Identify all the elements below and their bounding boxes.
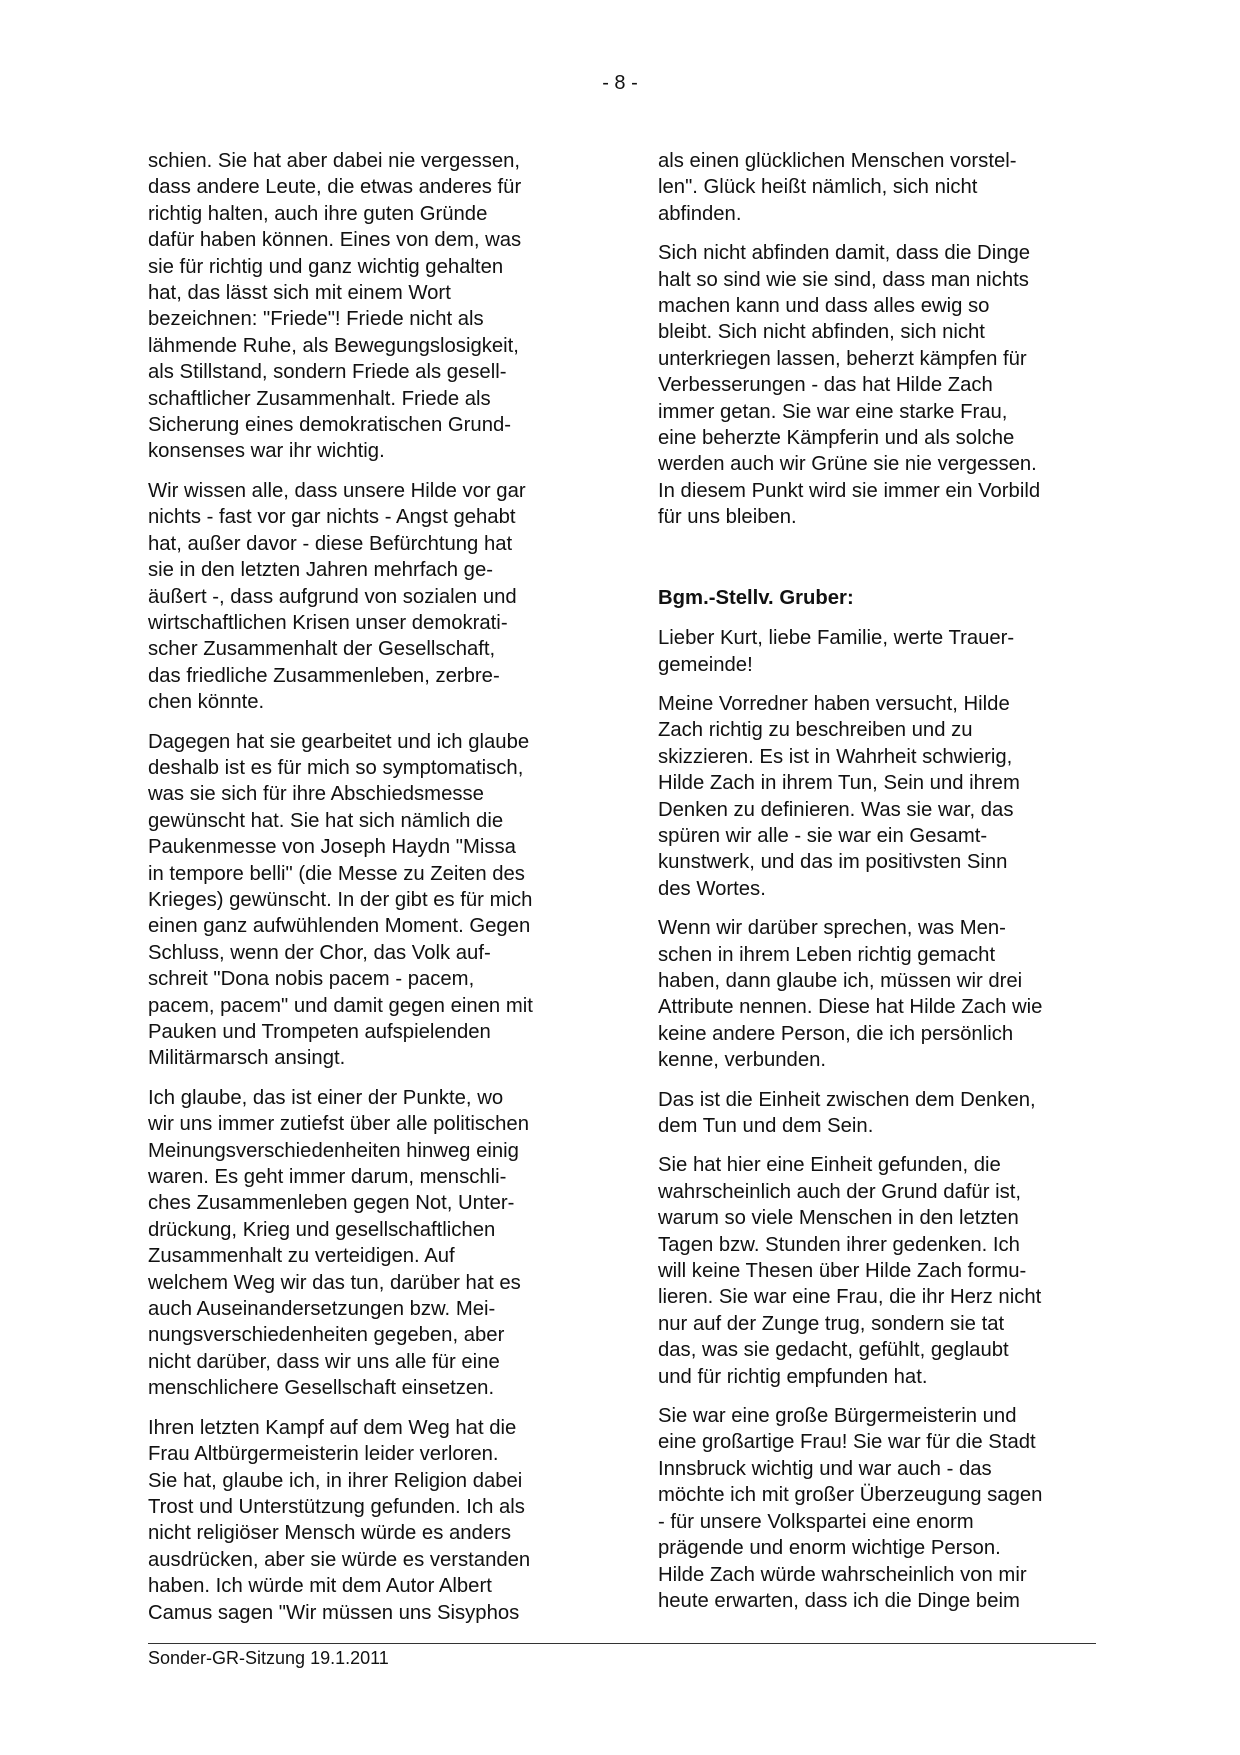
paragraph: Ich glaube, das ist einer der Punkte, wo wir uns immer zutiefst über alle politischen Meinungsverschiedenheiten hinweg einig waren. Es geht immer darum, menschli- ches Zusammenleben gegen Not, Unter- drückung, Krieg und gesellschaftlichen Zusammenhalt zu verteidigen. Auf welchem Weg wir das tun, darüber hat es auch Auseinandersetzungen bzw. Mei- nungsverschiedenheiten gegeben, aber nicht darüber, dass wir uns alle für eine menschlichere Gesellschaft einsetzen. [148, 1086, 529, 1400]
paragraph: Meine Vorredner haben versucht, Hilde Zach richtig zu beschreiben und zu skizzieren. Es ist in Wahrheit schwierig, Hilde Zach in ihrem Tun, Sein und ihrem Denken zu definieren. Was sie war, das spüren wir alle - sie war ein Gesamt- kunstwerk, und das im positivsten Sinn des Wortes. [658, 692, 1020, 900]
right-column [658, 148, 1113, 1627]
footer-divider [148, 1643, 1096, 1644]
page-number: - 8 - [602, 72, 638, 94]
left-column [148, 148, 603, 1639]
paragraph: als einen glücklichen Menschen vorstel- len". Glück heißt nämlich, sich nicht abfinden. [658, 150, 1017, 225]
paragraph: Sie hat hier eine Einheit gefunden, die wahrscheinlich auch der Grund dafür ist, warum so viele Menschen in den letzten Tagen bzw. Stunden ihrer gedenken. Ich will keine Thesen über Hilde Zach formu- lieren. Sie war eine Frau, die ihr Herz nicht nur auf der Zunge trug, sondern sie tat das, was sie gedacht, gefühlt, geglaubt und für richtig empfunden hat. [658, 1154, 1042, 1388]
paragraph: Ihren letzten Kampf auf dem Weg hat die Frau Altbürgermeisterin leider verloren. Sie hat, glaube ich, in ihrer Religion dabei Trost und Unterstützung gefunden. Ich als nicht religiöser Mensch würde es anders ausdrücken, aber sie würde es verstanden haben. Ich würde mit dem Autor Albert Camus sagen "Wir müssen uns Sisyphos [148, 1416, 531, 1624]
paragraph: Wenn wir darüber sprechen, was Men- schen in ihrem Leben richtig gemacht haben, dann glaube ich, müssen wir drei Attribute nennen. Diese hat Hilde Zach wie keine andere Person, die ich persönlich kenne, verbunden. [658, 917, 1043, 1072]
paragraph: Sich nicht abfinden damit, dass die Dinge halt so sind wie sie sind, dass man nichts machen kann und dass alles ewig so bleibt. Sich nicht abfinden, sich nicht unterkriegen lassen, beherzt kämpfen für Verbesserungen - das hat Hilde Zach immer getan. Sie war eine starke Frau, eine beherzte Kämpferin und als solche werden auch wir Grüne sie nie vergessen. In diesem Punkt wird sie immer ein Vorbild für uns bleiben. [658, 242, 1041, 529]
paragraph: Lieber Kurt, liebe Familie, werte Trauer- gemeinde! [658, 627, 1015, 676]
paragraph: Dagegen hat sie gearbeitet und ich glaube deshalb ist es für mich so symptomatisch, was sie sich für ihre Abschiedsmesse gewünscht hat. Sie hat sich nämlich die Paukenmesse von Joseph Haydn "Missa in tempore belli" (die Messe zu Zeiten des Krieges) gewünscht. In der gibt es für mich einen ganz aufwühlenden Moment. Gegen Schluss, wenn der Chor, das Volk auf- schreit "Dona nobis pacem - pacem, pacem, pacem" und damit gegen einen mit Pauken und Trompeten aufspielenden Militärmarsch ansingt. [148, 730, 533, 1070]
paragraph: Wir wissen alle, dass unsere Hilde vor gar nichts - fast vor gar nichts - Angst gehabt hat, außer davor - diese Befürchtung hat sie in den letzten Jahren mehrfach ge- äußert -, dass aufgrund von sozialen und wirtschaftlichen Krisen unser demokrati- scher Zusammenhalt der Gesellschaft, das friedliche Zusammenleben, zerbre- chen könnte. [148, 479, 526, 714]
paragraph: Das ist die Einheit zwischen dem Denken, dem Tun und dem Sein. [658, 1088, 1036, 1137]
speaker-heading: Bgm.-Stellv. Gruber: [658, 586, 854, 609]
footer-text: Sonder-GR-Sitzung 19.1.2011 [148, 1648, 389, 1668]
paragraph: schien. Sie hat aber dabei nie vergessen, dass andere Leute, die etwas anderes für richtig halten, auch ihre guten Gründe dafür haben können. Eines von dem, was sie für richtig und ganz wichtig gehalten hat, das lässt sich mit einem Wort bezeichnen: "Friede"! Friede nicht als lähmende Ruhe, als Bewegungslosigkeit, als Stillstand, sondern Friede als gesell- schaftlicher Zusammenhalt. Friede als Sicherung eines demokratischen Grund- konsenses war ihr wichtig. [148, 150, 522, 463]
paragraph: Sie war eine große Bürgermeisterin und eine großartige Frau! Sie war für die Stadt Innsbruck wichtig und war auch - das möchte ich mit großer Überzeugung sagen - für unsere Volkspartei eine enorm prägende und enorm wichtige Person. Hilde Zach würde wahrscheinlich von mir heute erwarten, dass ich die Dinge beim [658, 1405, 1043, 1612]
